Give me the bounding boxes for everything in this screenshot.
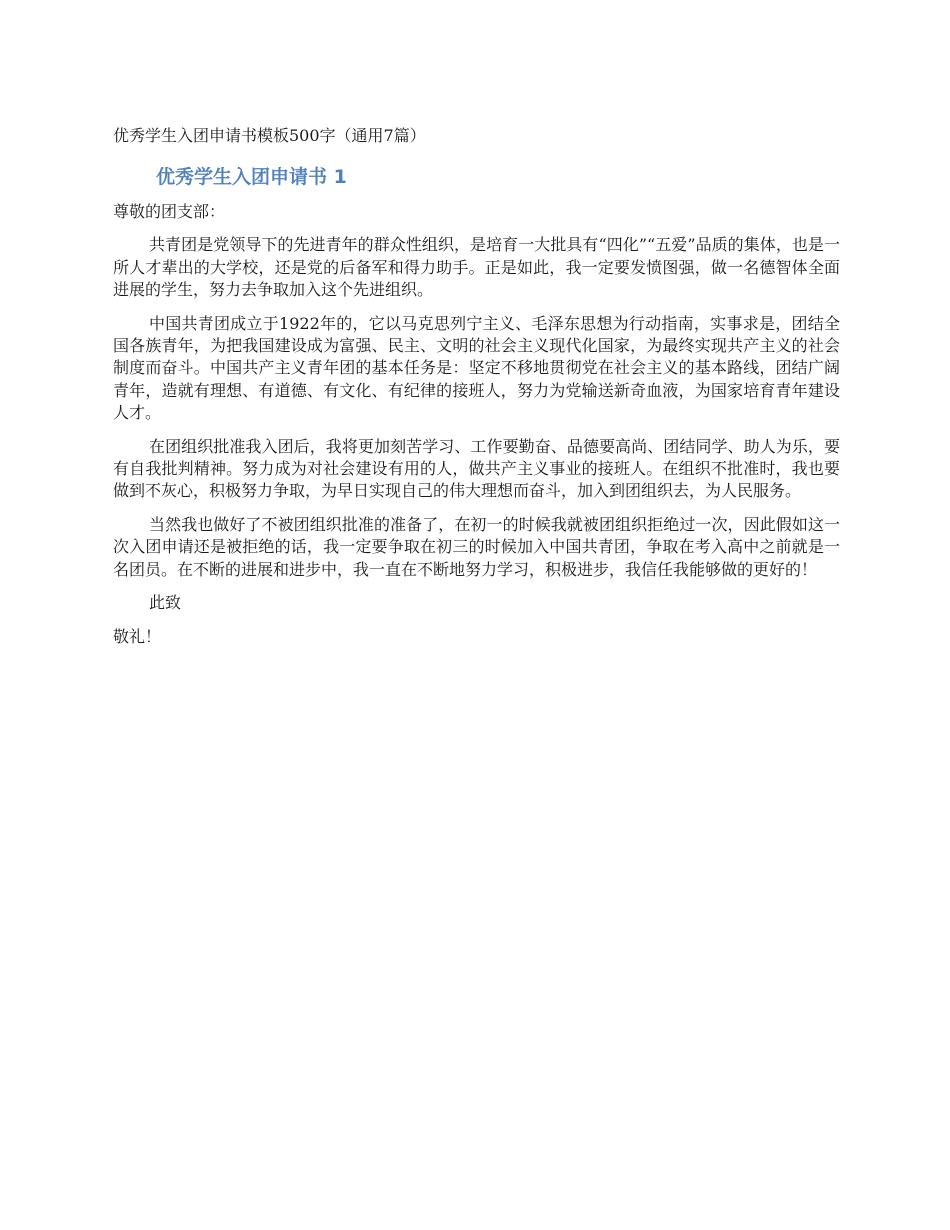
section-heading: 优秀学生入团申请书 1 [156, 166, 347, 188]
salutation: 尊敬的团支部： [113, 202, 226, 221]
body-paragraph: 中国共青团成立于1922年的，它以马克思列宁主义、毛泽东思想为行动指南，实事求是，团结全国各族青年，为把我国建设成为富强、民主、文明的社会主义现代化国家，为最终实现共产主义的社会制度而奋斗。中国共产主义青年团的基本任务是：坚定不移地贯彻党在社会主义的基本路线，团结广阔青年，造就有理想、有道德、有文化、有纪律的接班人，努力为党输送新奇血液，为国家培育青年建设人才。 [113, 313, 840, 423]
body-paragraph: 共青团是党领导下的先进青年的群众性组织，是培育一大批具有“四化”“五爱”品质的集体，也是一所人才辈出的大学校，还是党的后备军和得力助手。正是如此，我一定要发愤图强，做一名德智体全面进展的学生，努力去争取加入这个先进组织。 [113, 235, 840, 300]
body-paragraph: 当然我也做好了不被团组织批准的准备了，在初一的时候我就被团组织拒绝过一次，因此假如这一次入团申请还是被拒绝的话，我一定要争取在初三的时候加入中国共青团，争取在考入高中之前就是一名团员。在不断的进展和进步中，我一直在不断地努力学习，积极进步，我信任我能够做的更好的！ [113, 514, 840, 579]
closing-phrase: 此致 [149, 593, 182, 613]
document-title: 优秀学生入团申请书模板500字（通用7篇） [113, 126, 426, 145]
document-content [113, 124, 840, 648]
regards-phrase: 敬礼！ [113, 626, 162, 646]
body-paragraph: 在团组织批准我入团后，我将更加刻苦学习、工作要勤奋、品德要高尚、团结同学、助人为乐，要有自我批判精神。努力成为对社会建设有用的人，做共产主义事业的接班人。在组织不批准时，我也要做到不灰心，积极努力争取，为早日实现自己的伟大理想而奋斗，加入到团组织去，为人民服务。 [113, 436, 840, 501]
